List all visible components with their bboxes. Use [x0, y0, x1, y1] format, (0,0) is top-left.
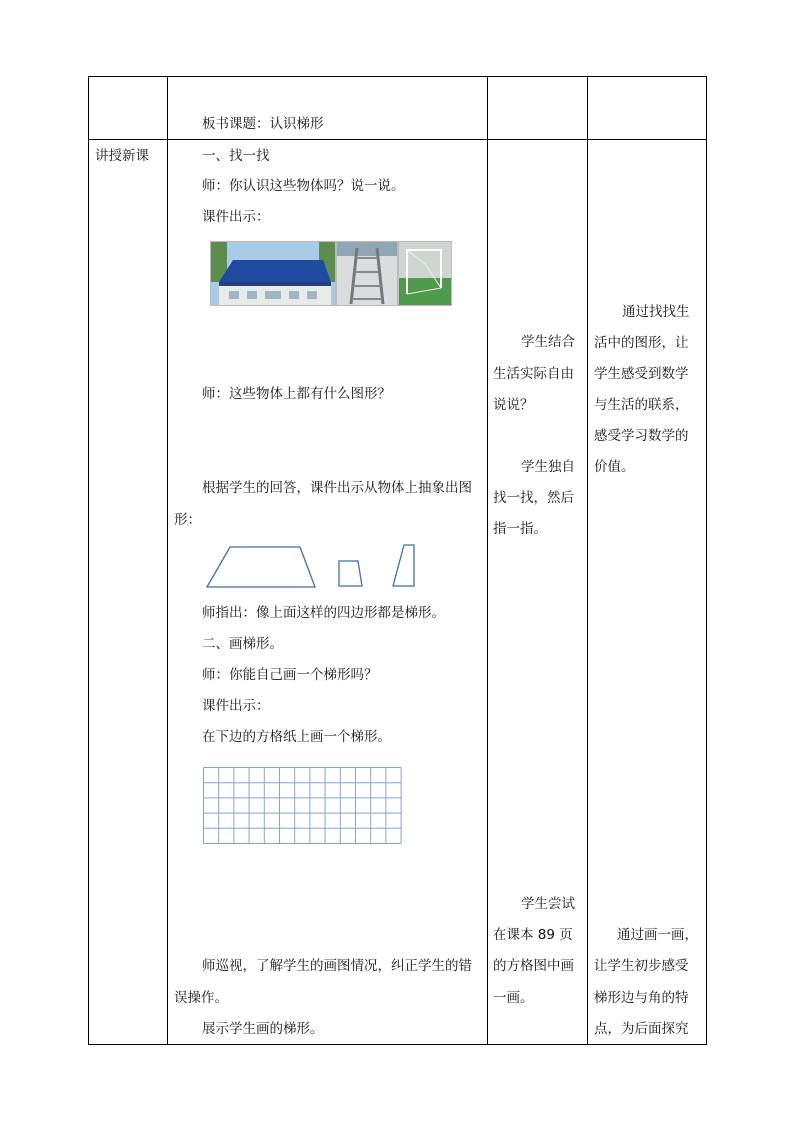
courseware-label-1: 课件出示： — [202, 209, 270, 225]
draw-instruction: 在下边的方格纸上画一个梯形。 — [202, 729, 391, 745]
teacher-tour-line-2: 误操作。 — [174, 990, 228, 1006]
table-header-divider — [88, 139, 707, 140]
abstract-instruction-line-1: 根据学生的回答，课件出示从物体上抽象出图 — [202, 480, 472, 496]
section-label: 讲授新课 — [95, 148, 149, 164]
intent-block1-line6: 价值。 — [594, 459, 635, 475]
student-block3-line4: 一画。 — [493, 990, 534, 1006]
student-block1-line2: 生活实际自由 — [493, 366, 574, 382]
student-block2-line2: 找一找，然后 — [493, 490, 574, 506]
teacher-note-1: 师指出：像上面这样的四边形都是梯形。 — [202, 605, 445, 621]
column-divider-3 — [587, 76, 588, 1045]
student-block2-line1: 学生独自 — [521, 459, 575, 475]
intent-block1-line2: 活中的图形，让 — [594, 335, 689, 351]
student-block3-line3: 的方格图中画 — [493, 958, 574, 974]
teacher-question-2: 师：这些物体上都有什么图形？ — [202, 386, 391, 402]
board-title: 板书课题：认识梯形 — [202, 116, 324, 132]
trapezoid-small — [339, 561, 362, 586]
column-divider-1 — [167, 76, 168, 1045]
intent-block1-line4: 与生活的联系， — [594, 397, 689, 413]
blue-roof-building-photo — [210, 241, 336, 306]
courseware-label-2: 课件出示： — [202, 698, 270, 714]
teacher-question-1: 师：你认识这些物体吗？说一说。 — [202, 178, 405, 194]
trapezoid-tall — [393, 545, 414, 586]
teacher-question-3: 师：你能自己画一个梯形吗？ — [202, 667, 378, 683]
show-drawings-line: 展示学生画的梯形。 — [202, 1021, 324, 1037]
soccer-goal-photo — [398, 241, 452, 306]
intent-block1-line5: 感受学习数学的 — [594, 428, 689, 444]
student-block3-line2: 在课本 89 页 — [493, 927, 573, 943]
column-divider-2 — [487, 76, 488, 1045]
table-left-border — [88, 76, 89, 1045]
ladder-photo — [336, 241, 398, 306]
intent-block1-line3: 学生感受到数学 — [594, 366, 689, 382]
intent-block2-line1: 通过画一画， — [617, 927, 698, 943]
intent-block2-line4: 点，为后面探究 — [594, 1021, 689, 1037]
intent-block2-line3: 梯形边与角的特 — [594, 990, 689, 1006]
teacher-tour-line-1: 师巡视，了解学生的画图情况，纠正学生的错 — [202, 958, 472, 974]
table-bottom-border — [88, 1044, 707, 1045]
part2-heading: 二、画梯形。 — [202, 636, 283, 652]
student-block1-line3: 说说？ — [493, 397, 534, 413]
intent-block1-line1: 通过找找生 — [622, 304, 690, 320]
table-right-border — [706, 76, 707, 1045]
student-block2-line3: 指一指。 — [493, 521, 547, 537]
trapezoid-figures — [200, 540, 430, 592]
student-block3-line1: 学生尝试 — [521, 896, 575, 912]
intent-block2-line2: 让学生初步感受 — [594, 958, 689, 974]
grid-paper — [203, 767, 403, 845]
trapezoid-wide — [207, 547, 315, 587]
table-top-border — [88, 76, 707, 77]
abstract-instruction-line-2: 形： — [174, 512, 201, 528]
student-block1-line1: 学生结合 — [521, 334, 575, 350]
part1-heading: 一、找一找 — [202, 148, 270, 164]
